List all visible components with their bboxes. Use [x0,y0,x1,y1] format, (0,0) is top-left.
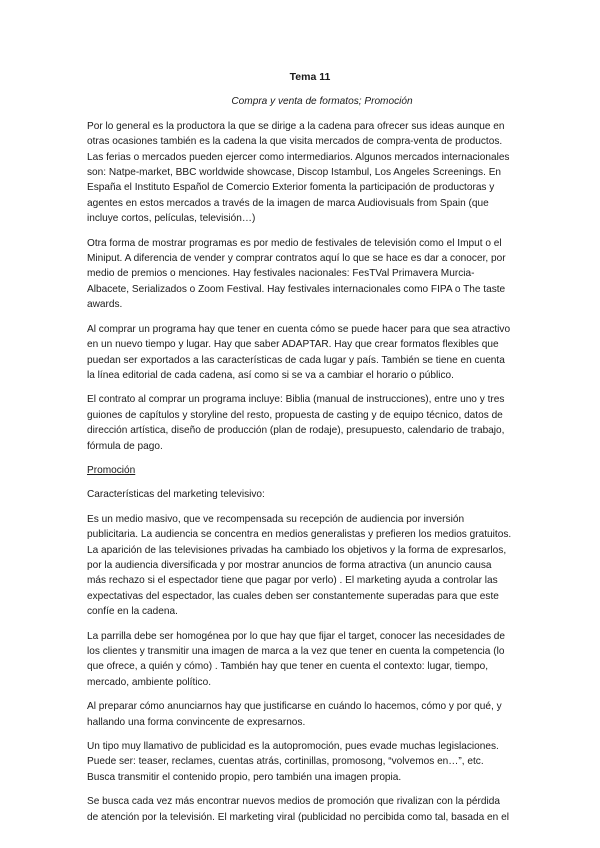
document-page [87,70,513,834]
paragraph-adaptar: Al comprar un programa hay que tener en cuenta cómo se puede hacer para que sea atractivo en un nuevo tiempo y lugar. Hay que saber ADAPTAR. Hay que crear formatos flexibles que puedan ser exportados a las características de cada lugar y país. También se tiene en cuenta la línea editorial de cada cadena, así como si se va a cambiar el horario o público. [87,323,511,381]
paragraph-autopromocion: Un tipo muy llamativo de publicidad es la autopromoción, pues evade muchas legislaciones. Puede ser: teaser, reclames, cuentas atrás, cortinillas, promosong, “volvemos en…”, etc. Busca transmitir el contenido propio, pero también una imagen propia. [87,741,499,783]
document-title: Tema 11 [289,71,331,83]
section-heading-promocion: Promoción [87,464,136,476]
paragraph-marketing-viral: Se busca cada vez más encontrar nuevos medios de promoción que rivalizan con la pérdida de atención por la televisión. El marketing viral (publicidad no percibida como tal, basada en el [87,796,509,823]
paragraph-caracteristicas: Características del marketing televisivo: [87,489,265,501]
paragraph-anunciarnos: Al preparar cómo anunciarnos hay que justificarse en cuándo lo hacemos, cómo y por qué, y hallando una forma convincente de expresarnos. [87,701,502,728]
paragraph-contrato: El contrato al comprar un programa incluye: Biblia (manual de instrucciones), entre uno y tres guiones de capítulos y storyline del resto, propuesta de casting y de equipo técnico, datos de dirección artística, diseño de producción (plan de rodaje), presupuesto, calendario de trabajo, fórmula de pago. [87,394,505,452]
paragraph-festivales: Otra forma de mostrar programas es por medio de festivales de televisión como el Imput o el Miniput. A diferencia de vender y comprar contratos aquí lo que se hace es dar a conocer, por medio de premios o menciones. Hay festivales nacionales: FesTVal Primavera Murcia-Albacete, Serializados o Zoom Festival. Hay festivales internacionales como FIPA o The taste awards. [87,237,506,311]
paragraph-medio-masivo: Es un medio masivo, que ve recompensada su recepción de audiencia por inversión publicitaria. La audiencia se concentra en medios generalistas y prefieren los medios gratuitos. La aparición de las televisiones privadas ha cambiado los objetivos y la forma de expresarlos, por la audiencia diversificada y por mostrar anuncios de forma atractiva (un anuncio causa más rechazo si el espectador tiene que pagar por verlo) . El marketing ayuda a controlar las expectativas del espectador, las cuales deben ser constantemente superadas para que este confíe en la cadena. [87,513,512,618]
paragraph-mercados: Por lo general es la productora la que se dirige a la cadena para ofrecer sus ideas aunque en otras ocasiones también es la cadena la que visita mercados de compra-venta de productos. Las ferias o mercados pueden ejercer como intermediarios. Algunos mercados internacionales son: Natpe-market, BBC worldwide showcase, Discop Istambul, Los Angeles Screenings. En España el Instituto Español de Comercio Exterior fomenta la participación de productoras y agentes en estos mercados a través de la imagen de marca Audiovisuals from Spain (que incluye cortos, películas, televisión…) [87,120,510,225]
paragraph-parrilla: La parrilla debe ser homogénea por lo que hay que fijar el target, conocer las necesidades de los clientes y transmitir una imagen de marca a la vez que tener en cuenta la competencia (lo que ofrece, a quién y cómo) . También hay que tener en cuenta el contexto: lugar, tiempo, mercado, ambiente político. [87,630,506,688]
document-subtitle: Compra y venta de formatos; Promoción [231,96,413,108]
